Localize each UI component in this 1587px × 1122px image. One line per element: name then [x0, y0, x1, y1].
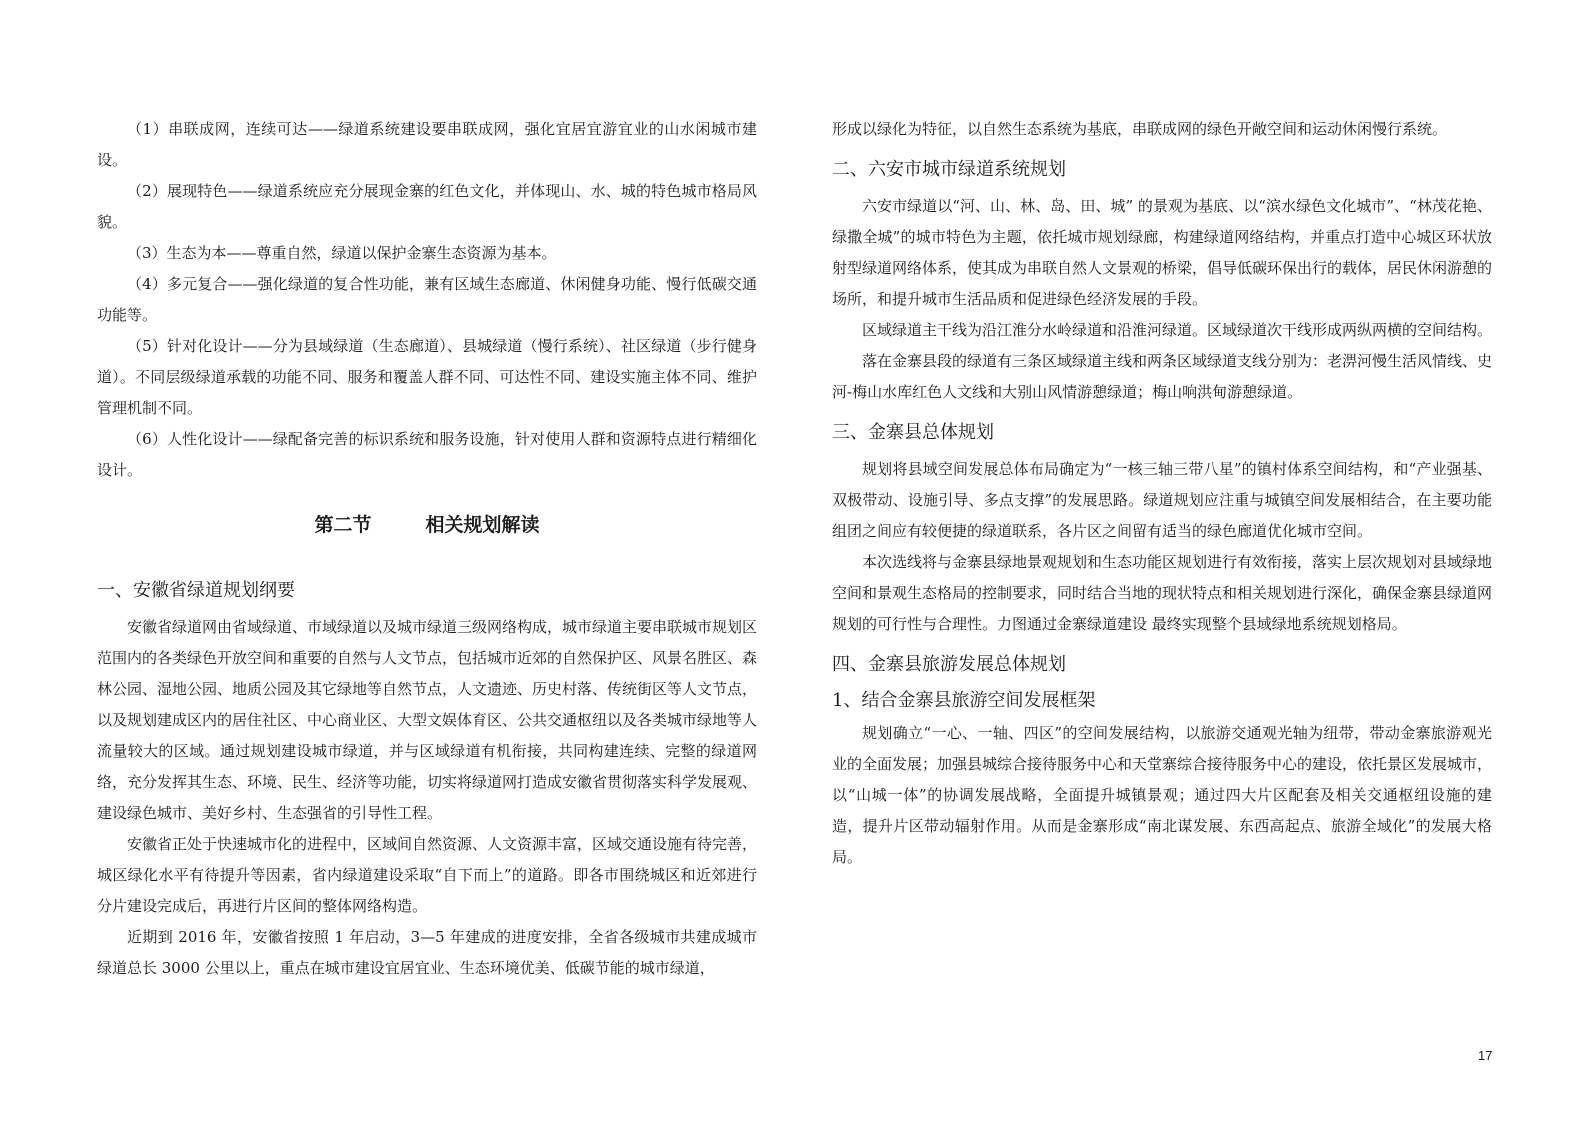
- page-number: 17: [1478, 1048, 1493, 1063]
- paragraph-continuation: 形成以绿化为特征，以自然生态系统为基底，串联成网的绿色开敞空间和运动休闲慢行系统。: [832, 120, 1448, 138]
- paragraph: 近期到 2016 年，安徽省按照 1 年启动，3—5 年建成的进度安排，全省各级城市共建成城市绿道总长 3000 公里以上，重点在城市建设宜居宜业、生态环境优美、低碳节能的城市绿道，: [97, 928, 757, 977]
- paragraph: 安徽省绿道网由省域绿道、市域绿道以及城市绿道三级网络构成，城市绿道主要串联城市规划区范围内的各类绿色开放空间和重要的自然与人文节点，包括城市近郊的自然保护区、风景名胜区、森林公园、湿地公园、地质公园及其它绿地等自然节点，人文遗迹、历史村落、传统街区等人文节点，以及规划建成区内的居住社区、中心商业区、大型文娱体育区、公共交通枢纽以及各类城市绿地等人流量较大的区域。通过规划建设城市绿道，并与区域绿道有机衔接，共同构建连续、完整的绿道网络，充分发挥其生态、环境、民生、经济等功能，切实将绿道网打造成安徽省贯彻落实科学发展观、建设绿色城市、美好乡村、生态强省的引导性工程。: [97, 618, 758, 822]
- principle-3: （3）生态为本——尊重自然，绿道以保护金寨生态资源为基本。: [127, 244, 557, 262]
- paragraph: 规划确立“一心、一轴、四区”的空间发展结构，以旅游交通观光轴为纽带，带动金寨旅游观光业的全面发展；加强县城综合接待服务中心和天堂寨综合接待服务中心的建设，依托景区发展城市，以“山城一体”的协调发展战略，全面提升城镇景观；通过四大片区配套及相关交通枢纽设施的建造，提升片区带动辐射作用。从而是金寨形成“南北谋发展、东西高起点、旅游全域化”的发展大格局。: [832, 724, 1493, 866]
- principle-5: （5）针对化设计——分为县域绿道（生态廊道）、县城绿道（慢行系统）、社区绿道（步行健身道）。不同层级绿道承载的功能不同、服务和覆盖人群不同、可达性不同、建设实施主体不同、维护管理机制不同。: [97, 337, 757, 417]
- section-name: 相关规划解读: [425, 514, 540, 536]
- section-title: [97, 510, 757, 540]
- paragraph: 本次选线将与金寨县绿地景观规划和生态功能区规划进行有效衔接，落实上层次规划对县域绿地空间和景观生态格局的控制要求，同时结合当地的现状特点和相关规划进行深化，确保金寨县绿道网规划的可行性与合理性。力图通过金寨绿道建设 最终实现整个县域绿地系统规划格局。: [832, 553, 1493, 633]
- principle-1: （1）串联成网，连续可达——绿道系统建设要串联成网，强化宜居宜游宜业的山水闲城市建设。: [97, 120, 757, 169]
- heading-anhui-greenway: 一、安徽省绿道规划纲要: [97, 580, 295, 601]
- paragraph: 落在金寨县段的绿道有三条区域绿道主线和两条区域绿道支线分别为：老淠河慢生活风情线、史河-梅山水库红色人文线和大别山风情游憩绿道；梅山响洪甸游憩绿道。: [832, 352, 1493, 401]
- heading-luan-greenway: 二、六安市城市绿道系统规划: [832, 159, 1066, 180]
- principle-2: （2）展现特色——绿道系统应充分展现金寨的红色文化，并体现山、水、城的特色城市格局风貌。: [97, 182, 757, 231]
- paragraph: 安徽省正处于快速城市化的进程中，区域间自然资源、人文资源丰富，区域交通设施有待完善，城区绿化水平有待提升等因素，省内绿道建设采取“自下而上”的道路。即各市围绕城区和近郊进行分片建设完成后，再进行片区间的整体网络构造。: [97, 835, 758, 915]
- paragraph: 区域绿道主干线为沿江淮分水岭绿道和沿淮河绿道。区域绿道次干线形成两纵两横的空间结构。: [862, 321, 1493, 339]
- principle-4: （4）多元复合——强化绿道的复合性功能，兼有区域生态廊道、休闲健身功能、慢行低碳交通功能等。: [97, 275, 757, 324]
- right-column: [832, 114, 1492, 873]
- subheading-tourism-framework: 1、结合金寨县旅游空间发展框架: [832, 690, 1096, 711]
- paragraph: 六安市绿道以“河、山、林、岛、田、城” 的景观为基底、以“滨水绿色文化城市”、“林茂花艳、绿撒全城”的城市特色为主题，依托城市规划绿廊，构建绿道网络结构，并重点打造中心城区环状放射型绿道网络体系，使其成为串联自然人文景观的桥梁，倡导低碳环保出行的载体，居民休闲游憩的场所，和提升城市生活品质和促进绿色经济发展的手段。: [832, 197, 1493, 308]
- left-column: [97, 114, 757, 984]
- section-number: 第二节: [314, 514, 372, 536]
- heading-jinzhai-master-plan: 三、金寨县总体规划: [832, 422, 994, 443]
- heading-jinzhai-tourism-plan: 四、金寨县旅游发展总体规划: [832, 654, 1066, 675]
- paragraph: 规划将县域空间发展总体布局确定为“一核三轴三带八星”的镇村体系空间结构，和“产业强基、双极带动、设施引导、多点支撑”的发展思路。绿道规划应注重与城镇空间发展相结合，在主要功能组团之间应有较便捷的绿道联系，各片区之间留有适当的绿色廊道优化城市空间。: [832, 460, 1492, 540]
- principle-6: （6）人性化设计——绿配备完善的标识系统和服务设施，针对使用人群和资源特点进行精细化设计。: [97, 430, 757, 479]
